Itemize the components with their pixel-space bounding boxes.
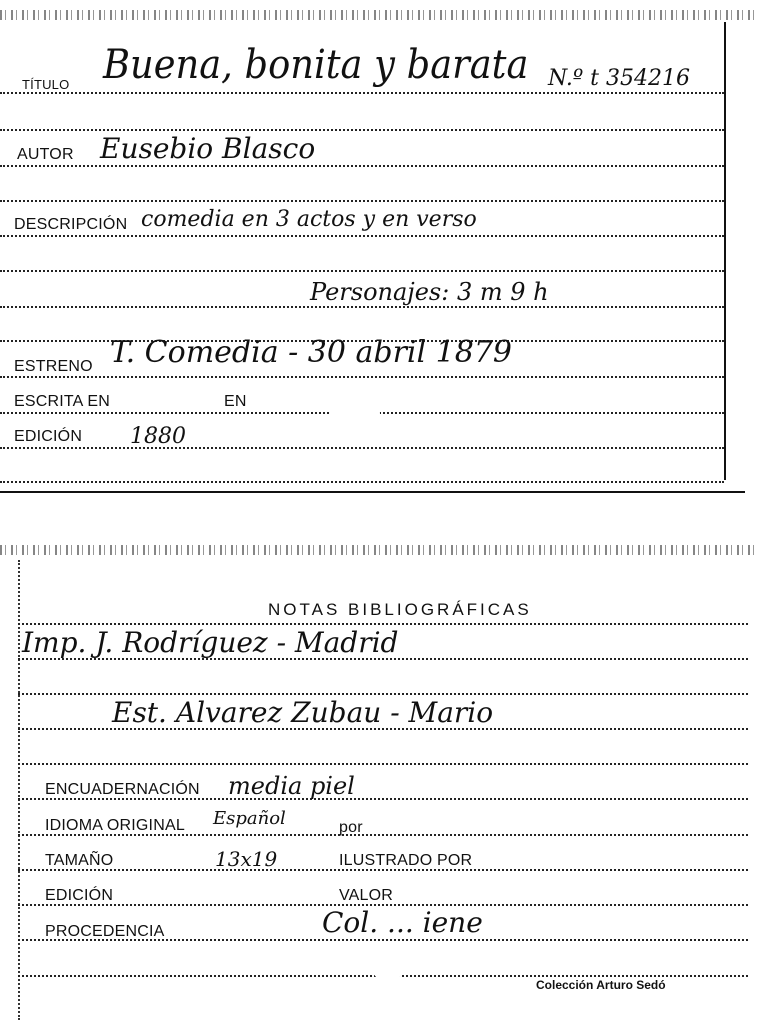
valor-label: VALOR bbox=[339, 887, 394, 904]
idioma-label: IDIOMA ORIGINAL bbox=[45, 817, 185, 834]
edicion-value: 1880 bbox=[130, 424, 186, 449]
collection-footer: Colección Arturo Sedó bbox=[536, 978, 666, 992]
rule-line bbox=[0, 270, 724, 272]
note-line-2: Est. Alvarez Zubau - Mario bbox=[112, 696, 494, 729]
rule-line bbox=[18, 763, 748, 765]
notas-heading: NOTAS BIBLIOGRÁFICAS bbox=[268, 600, 532, 619]
rule-line bbox=[0, 447, 724, 449]
por-label: por bbox=[339, 819, 363, 836]
card-bottom-edge bbox=[0, 491, 745, 493]
procedencia-value: Col. ... iene bbox=[322, 906, 483, 939]
tamano-value: 13x19 bbox=[215, 847, 278, 871]
edicion-back-label: EDICIÓN bbox=[45, 887, 114, 904]
personajes-value: Personajes: 3 m 9 h bbox=[310, 278, 549, 306]
rule-line bbox=[0, 235, 724, 237]
en-label: EN bbox=[224, 393, 247, 410]
rule-line bbox=[18, 693, 748, 695]
tamano-label: TAMAÑO bbox=[45, 852, 114, 869]
estreno-label: ESTRENO bbox=[14, 358, 93, 375]
escrita-label: ESCRITA EN bbox=[14, 393, 110, 410]
note-line-1: Imp. J. Rodríguez - Madrid bbox=[22, 626, 399, 659]
rule-line bbox=[0, 92, 724, 94]
catalog-card-front bbox=[0, 0, 759, 500]
card-top-edge bbox=[0, 545, 759, 555]
rule-line bbox=[0, 165, 724, 167]
rule-line bbox=[0, 200, 724, 202]
card-right-edge bbox=[724, 22, 726, 480]
punched-hole bbox=[330, 386, 380, 442]
rule-line bbox=[0, 306, 724, 308]
autor-label: AUTOR bbox=[17, 146, 74, 163]
idioma-value: Español bbox=[213, 808, 286, 829]
card-top-edge bbox=[0, 10, 759, 20]
procedencia-label: PROCEDENCIA bbox=[45, 923, 165, 940]
titulo-label: TÍTULO bbox=[22, 77, 70, 92]
punched-hole bbox=[370, 942, 406, 982]
encuadernacion-label: ENCUADERNACIÓN bbox=[45, 781, 200, 798]
rule-line bbox=[18, 623, 748, 625]
rule-line bbox=[0, 376, 724, 378]
estreno-value: T. Comedia - 30 abril 1879 bbox=[110, 335, 512, 370]
ilustrado-label: ILUSTRADO POR bbox=[339, 852, 473, 869]
register-number: N.º t 354216 bbox=[548, 66, 690, 91]
titulo-value: Buena, bonita y barata bbox=[103, 42, 529, 88]
rule-line bbox=[0, 481, 724, 483]
encuadernacion-value: media piel bbox=[228, 772, 355, 800]
rule-line bbox=[0, 129, 724, 131]
autor-value: Eusebio Blasco bbox=[100, 132, 316, 165]
edicion-label: EDICIÓN bbox=[14, 428, 83, 445]
descripcion-label: DESCRIPCIÓN bbox=[14, 216, 128, 233]
catalog-card-back bbox=[0, 540, 759, 1028]
card-left-edge bbox=[18, 560, 20, 1020]
descripcion-value: comedia en 3 actos y en verso bbox=[141, 207, 477, 232]
